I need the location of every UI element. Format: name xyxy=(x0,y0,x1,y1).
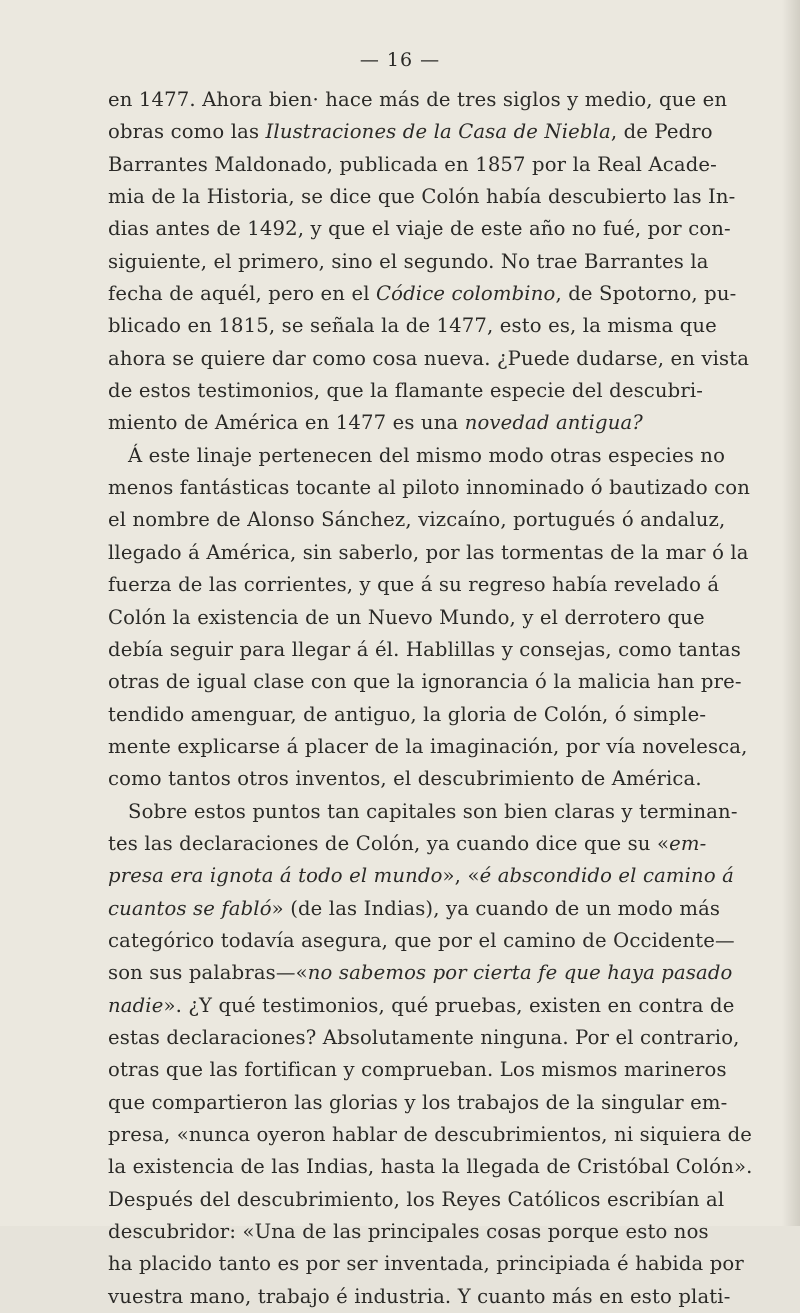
text-segment: fuerza de las corrientes, y que á su regreso había revelado á xyxy=(108,573,720,597)
text-segment: Barrantes Maldonado, publicada en 1857 por la Real Acade- xyxy=(108,152,717,176)
page-edge-shadow xyxy=(782,0,800,1226)
text-segment: Á este linaje pertenecen del mismo modo otras especies no xyxy=(128,443,726,467)
text-segment: » (de las Indias), ya cuando de un modo más xyxy=(271,896,721,920)
text-segment: de estos testimonios, que la flamante especie del descubri- xyxy=(108,379,704,403)
text-line xyxy=(108,860,734,892)
text-line xyxy=(108,537,749,569)
text-segment: debía seguir para llegar á él. Hablillas y consejas, como tantas xyxy=(108,637,741,661)
text-segment: siguiente, el primero, sino el segundo. No trae Barrantes la xyxy=(108,249,709,273)
italic-text: cuantos se fabló xyxy=(108,896,272,920)
italic-text: presa era ignota á todo el mundo xyxy=(108,864,443,888)
text-segment: tendido amenguar, de antiguo, la gloria de Colón, ó simple- xyxy=(108,702,707,726)
text-line xyxy=(108,1216,709,1248)
text-line xyxy=(108,569,720,601)
text-segment: estas declaraciones? Absolutamente ninguna. Por el contrario, xyxy=(108,1025,740,1049)
text-segment: tes las declaraciones de Colón, ya cuando dice que su « xyxy=(108,831,670,855)
text-line xyxy=(108,990,735,1022)
text-line xyxy=(108,84,728,116)
text-segment: mia de la Historia, se dice que Colón había descubierto las In- xyxy=(108,185,736,209)
text-line xyxy=(108,375,702,407)
text-segment: ». ¿Y qué testimonios, qué pruebas, existen en contra de xyxy=(163,993,735,1017)
text-segment: , de Spotorno, pu- xyxy=(555,282,737,306)
text-segment: Después del descubrimiento, los Reyes Católicos escribían al xyxy=(108,1187,725,1211)
text-line xyxy=(108,213,731,245)
text-line xyxy=(108,181,736,213)
body-text xyxy=(108,84,753,1313)
italic-text: no sabemos por cierta fe que haya pasado xyxy=(307,961,733,985)
text-segment: como tantos otros inventos, el descubrimiento de América. xyxy=(108,767,702,791)
text-line xyxy=(108,763,702,795)
text-segment: », « xyxy=(442,864,480,888)
text-segment: descubridor: «Una de las principales cosas porque esto nos xyxy=(108,1220,709,1244)
text-segment: Sobre estos puntos tan capitales son bien claras y terminan- xyxy=(128,799,738,823)
text-segment: ha placido tanto es por ser inventada, principiada é habida por xyxy=(108,1252,744,1276)
text-line xyxy=(108,1151,753,1183)
italic-text: Códice colombino xyxy=(376,282,556,306)
text-segment: llegado á América, sin saberlo, por las tormentas de la mar ó la xyxy=(108,540,749,564)
text-line xyxy=(108,796,738,828)
text-segment: ahora se quiere dar como cosa nueva. ¿Puede dudarse, en vista xyxy=(108,346,750,370)
text-segment: menos fantásticas tocante al piloto innominado ó bautizado con xyxy=(108,476,750,500)
text-line xyxy=(108,731,748,763)
text-line xyxy=(108,1054,727,1086)
text-line xyxy=(108,407,702,439)
text-line xyxy=(108,602,705,634)
text-segment: otras de igual clase con que la ignorancia ó la malicia han pre- xyxy=(108,670,742,694)
text-segment: en 1477. Ahora bien· hace más de tres siglos y medio, que en xyxy=(108,88,728,111)
text-line xyxy=(108,925,735,957)
text-segment: dias antes de 1492, y que el viaje de este año no fué, por con- xyxy=(108,217,731,241)
text-segment: mente explicarse á placer de la imaginación, por vía novelesca, xyxy=(108,734,748,758)
text-line xyxy=(108,957,733,989)
text-line xyxy=(108,149,717,181)
text-line xyxy=(108,246,709,278)
text-line xyxy=(108,278,737,310)
text-segment: fecha de aquél, pero en el xyxy=(108,282,376,306)
text-line xyxy=(108,828,707,860)
italic-text: novedad antigua? xyxy=(464,411,643,435)
text-line xyxy=(108,699,707,731)
text-segment: son sus palabras—« xyxy=(108,961,308,985)
text-line xyxy=(108,343,750,375)
text-segment: Colón la existencia de un Nuevo Mundo, y el derrotero que xyxy=(108,605,705,629)
text-segment: la existencia de las Indias, hasta la llegada de Cristóbal Colón». xyxy=(108,1155,753,1179)
text-segment: otras que las fortifican y comprueban. Los mismos marineros xyxy=(108,1058,727,1082)
text-line xyxy=(108,666,742,698)
text-line xyxy=(108,310,717,342)
text-segment: , de Pedro xyxy=(610,120,713,144)
italic-text: é abscondido el camino á xyxy=(479,864,734,888)
text-line xyxy=(108,504,726,536)
text-line xyxy=(108,893,721,925)
italic-text: em- xyxy=(669,831,707,855)
text-line xyxy=(108,1248,744,1280)
page-number: — 16 — xyxy=(359,49,441,71)
italic-text: nadie xyxy=(108,993,164,1017)
text-line xyxy=(108,1281,731,1313)
text-segment: vuestra mano, trabajo é industria. Y cuanto más en esto plati- xyxy=(108,1284,731,1308)
text-line xyxy=(108,1184,725,1216)
text-segment: presa, «nunca oyeron hablar de descubrimientos, ni siquiera de xyxy=(108,1123,753,1146)
text-segment: blicado en 1815, se señala la de 1477, esto es, la misma que xyxy=(108,314,717,338)
text-segment: obras como las xyxy=(108,120,266,144)
text-line xyxy=(108,634,741,666)
text-segment: que compartieron las glorias y los trabajos de la singular em- xyxy=(108,1090,728,1114)
text-line xyxy=(108,1022,740,1054)
text-line xyxy=(108,1087,728,1119)
text-line xyxy=(108,1119,753,1151)
text-segment: el nombre de Alonso Sánchez, vizcaíno, portugués ó andaluz, xyxy=(108,508,726,532)
text-line xyxy=(108,116,713,148)
italic-text: Ilustraciones de la Casa de Niebla xyxy=(265,120,611,144)
text-segment: miento de América en 1477 es una xyxy=(108,411,465,435)
text-line xyxy=(108,440,726,472)
text-segment: categórico todavía asegura, que por el camino de Occidente— xyxy=(108,928,735,952)
text-line xyxy=(108,472,750,504)
